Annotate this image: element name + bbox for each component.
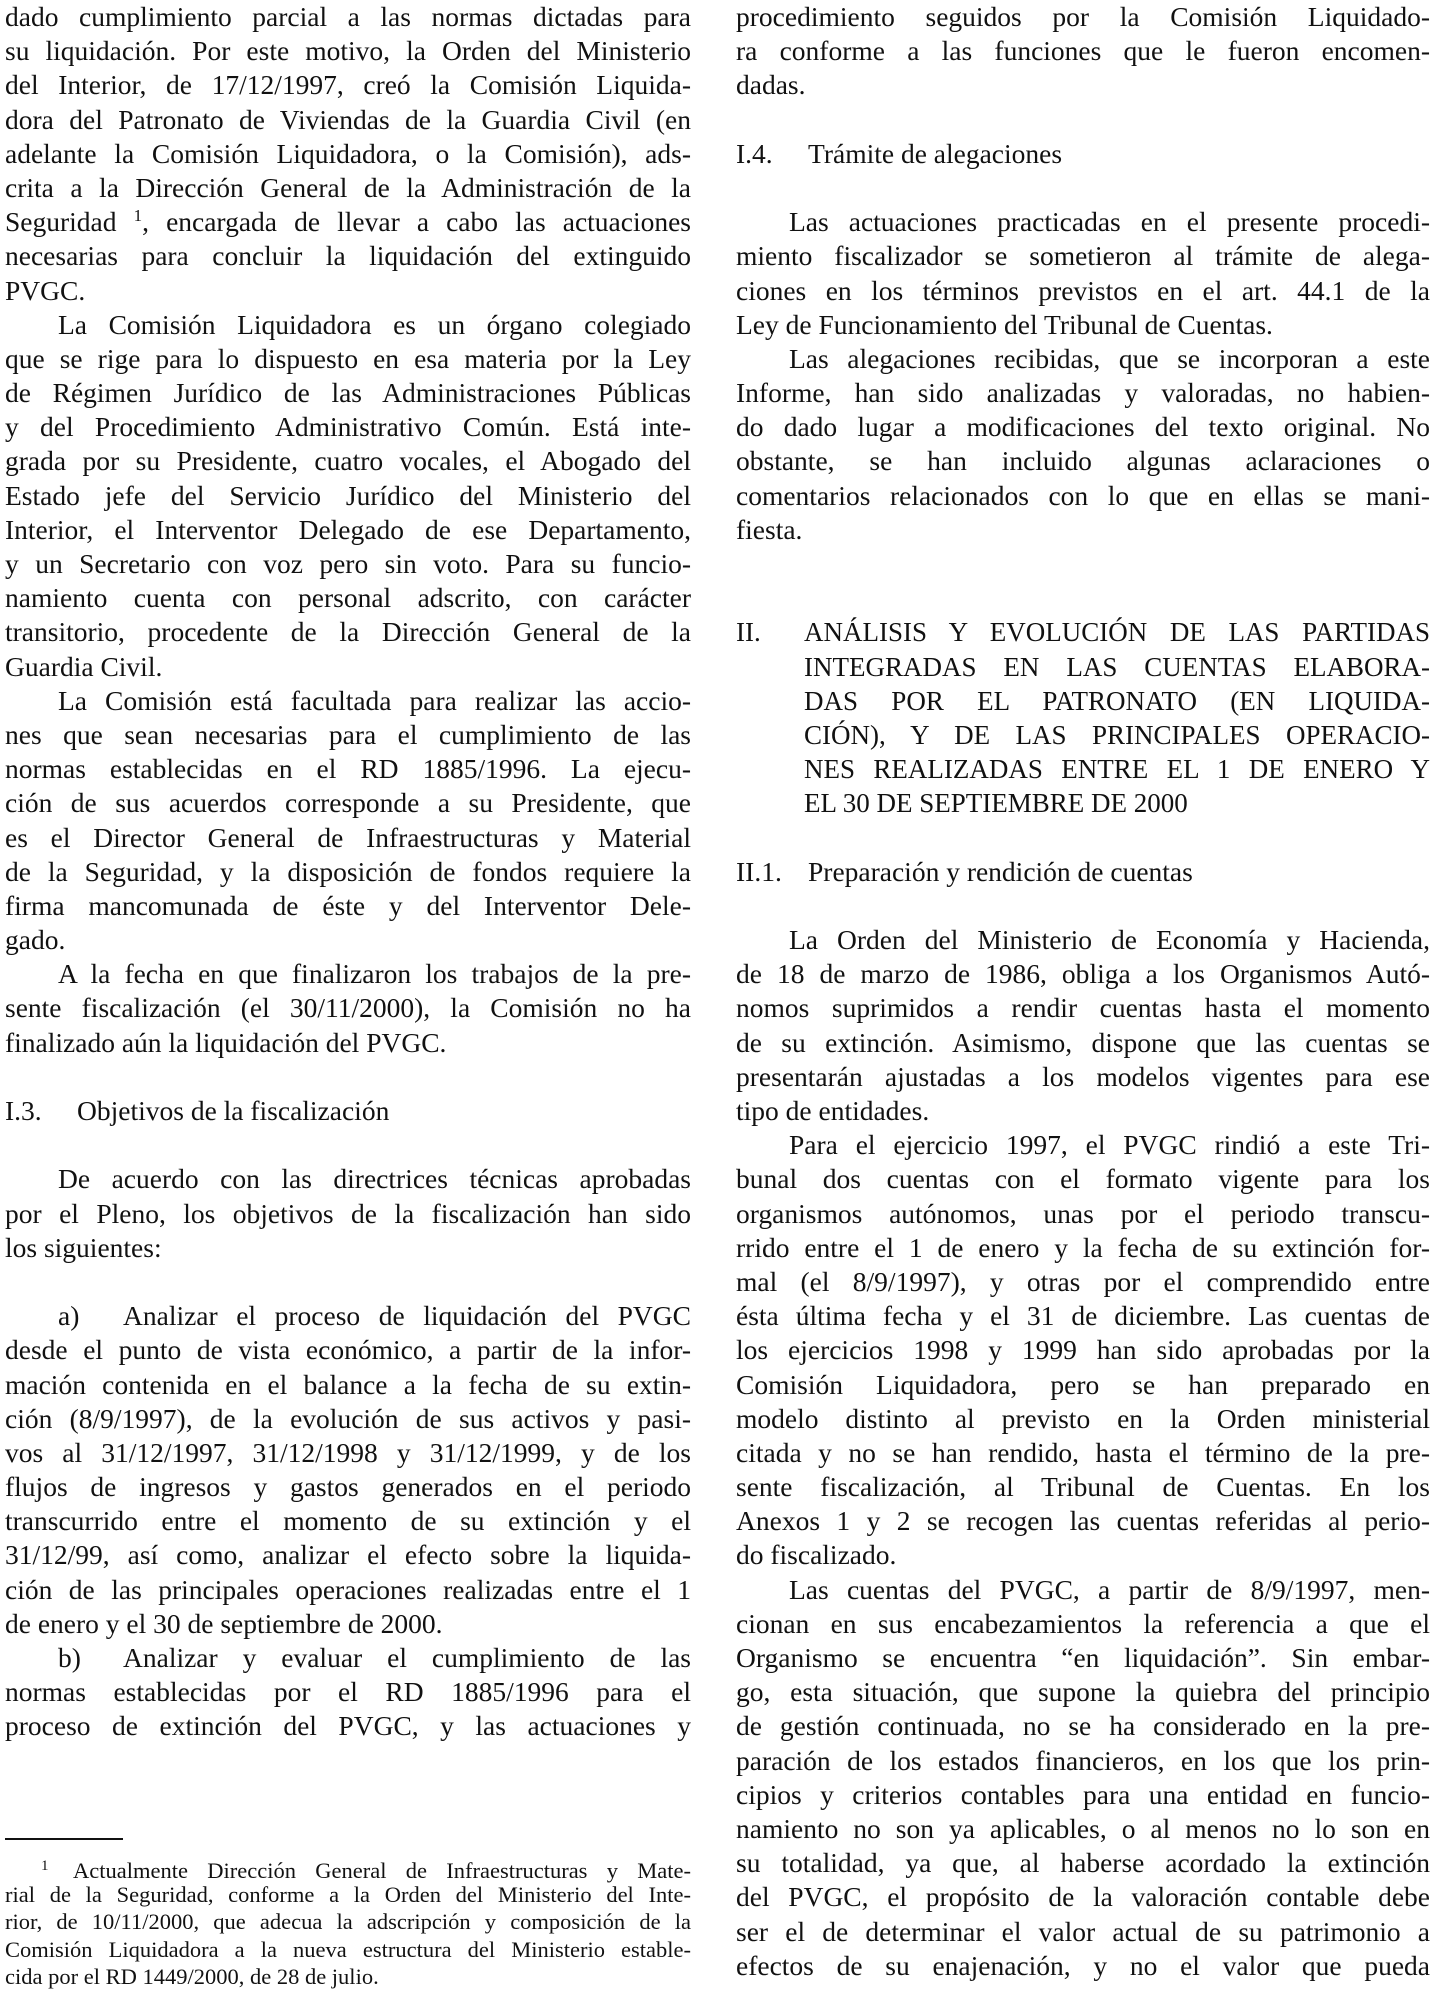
text-line: dadas.: [736, 69, 806, 101]
text-line: de Régimen Jurídico de las Administraciones Públicas: [5, 377, 691, 409]
section-number: I.3.: [5, 1095, 42, 1126]
text-line: grada por su Presidente, cuatro vocales, el Abogado del: [5, 445, 691, 477]
heading-line: DAS POR EL PATRONATO (EN LIQUIDA-: [804, 685, 1430, 716]
text-line: [5, 1299, 691, 1333]
section-heading-ii1: [736, 855, 1430, 889]
text-line: desde el punto de vista económico, a partir de la infor-: [5, 1334, 691, 1366]
footnote: [5, 1853, 691, 1991]
text-line: ra conforme a las funciones que le fueron encomen-: [736, 35, 1430, 67]
heading-line: INTEGRADAS EN LAS CUENTAS ELABORA-: [804, 651, 1430, 682]
text-line: Guardia Civil.: [5, 650, 163, 682]
spacer: [736, 821, 1430, 855]
text-line: comentarios relacionados con lo que en ellas se mani-: [736, 479, 1430, 511]
paragraph: [736, 205, 1430, 342]
text-line: normas establecidas por el RD 1885/1996 para el: [5, 1676, 691, 1708]
footnote-ref[interactable]: 1: [133, 206, 143, 226]
text-line-with-footnote-ref: [5, 205, 691, 239]
section-title: Trámite de alegaciones: [808, 137, 1063, 169]
section-heading-ii: [736, 615, 1430, 820]
section-title: Objetivos de la fiscalización: [77, 1095, 390, 1126]
paragraph: [736, 1128, 1430, 1572]
list-item-a: [5, 1299, 691, 1641]
text-line: La Comisión está facultada para realizar las accio-: [58, 684, 691, 716]
heading-line: ANÁLISIS Y EVOLUCIÓN DE LAS PARTIDAS: [804, 617, 1430, 648]
text-line: normas establecidas en el RD 1885/1996. La ejecu-: [5, 753, 691, 785]
text-line: Estado jefe del Servicio Jurídico del Ministerio del: [5, 479, 691, 511]
text-line: su liquidación. Por este motivo, la Orden del Ministerio: [5, 35, 691, 67]
text-line: paración de los estados financieros, en los que los prin-: [736, 1744, 1430, 1776]
text-line: Anexos 1 y 2 se recogen las cuentas referidas al perio-: [736, 1505, 1430, 1537]
section-heading-i4: [736, 137, 1430, 171]
text-line: ción de las principales operaciones realizadas entre el 1: [5, 1573, 691, 1605]
text-line: crita a la Dirección General de la Administración de la: [5, 171, 691, 203]
footnote-number: 1: [41, 1858, 49, 1874]
text-line: miento fiscalizador se sometieron al trámite de alega-: [736, 240, 1430, 272]
text-fragment: Actualmente Dirección General de Infraestructuras y Mate-: [73, 1858, 691, 1883]
text-line: sente fiscalización (el 30/11/2000), la Comisión no ha: [5, 992, 691, 1024]
text-line: nomos suprimidos a rendir cuentas hasta el momento: [736, 992, 1430, 1024]
text-line: La Orden del Ministerio de Economía y Hacienda,: [789, 924, 1430, 956]
text-line: efectos de su enajenación, y no el valor que pueda: [736, 1949, 1430, 1981]
text-line: Informe, han sido analizadas y valoradas, no habien-: [736, 377, 1430, 409]
text-line: ser el de determinar el valor actual de su patrimonio a: [736, 1915, 1430, 1947]
text-line: La Comisión Liquidadora es un órgano colegiado: [58, 308, 691, 340]
section-title: Preparación y rendición de cuentas: [808, 855, 1193, 887]
text-line: Las actuaciones practicadas en el presente procedi-: [789, 206, 1430, 238]
paragraph: [736, 0, 1430, 103]
text-line: los ejercicios 1998 y 1999 han sido aprobadas por la: [736, 1334, 1430, 1366]
text-line: Organismo se encuentra “en liquidación”. Sin embar-: [736, 1642, 1430, 1673]
text-line: finalizado aún la liquidación del PVGC.: [5, 1026, 447, 1058]
text-line: organismos autónomos, unas por el periodo transcu-: [736, 1197, 1430, 1229]
text-line: ción de sus acuerdos corresponde a su Presidente, que: [5, 787, 691, 819]
text-line: ciones en los términos previstos en el art. 44.1 de la: [736, 274, 1430, 306]
spacer: [736, 547, 1430, 581]
text-line: Para el ejercicio 1997, el PVGC rindió a este Tri-: [789, 1129, 1430, 1161]
text-line: y del Procedimiento Administrativo Común. Está inte-: [5, 411, 691, 443]
section-number: I.4.: [736, 137, 773, 169]
text-line: adelante la Comisión Liquidadora, o la Comisión), ads-: [5, 137, 691, 169]
text-line: transitorio, procedente de la Dirección General de la: [5, 616, 691, 648]
spacer: [736, 103, 1430, 137]
text-line: rial de la Seguridad, conforme a la Orden del Ministerio del Inte-: [5, 1881, 691, 1907]
paragraph: [5, 957, 691, 1060]
paragraph: [5, 0, 691, 308]
text-line: mación contenida en el balance a la fecha de su extin-: [5, 1368, 691, 1400]
text-line: mal (el 8/9/1997), y otras por el comprendido entre: [736, 1265, 1430, 1297]
paragraph: [736, 1573, 1430, 1983]
text-line: do dado lugar a modificaciones del texto original. No: [736, 411, 1430, 443]
text-line: los siguientes:: [5, 1231, 162, 1263]
text-line: go, esta situación, que supone la quiebra del principio: [736, 1676, 1430, 1708]
list-item-b: [5, 1641, 691, 1744]
text-line: presentarán ajustadas a los modelos vigentes para ese: [736, 1060, 1430, 1092]
text-line: vos al 31/12/1997, 31/12/1998 y 31/12/1999, y de los: [5, 1436, 691, 1468]
text-line: procedimiento seguidos por la Comisión Liquidado-: [736, 1, 1430, 32]
text-fragment: , encargada de llevar a cabo las actuaciones: [142, 206, 691, 238]
section-heading-i3: [5, 1094, 691, 1128]
text-line: Las cuentas del PVGC, a partir de 8/9/1997, men-: [789, 1573, 1430, 1605]
text-line: PVGC.: [5, 274, 86, 306]
text-line: necesarias para concluir la liquidación del extinguido: [5, 240, 691, 272]
text-line: Las alegaciones recibidas, que se incorporan a este: [789, 342, 1430, 374]
spacer: [5, 1128, 691, 1162]
paragraph: [5, 1162, 691, 1265]
text-line: de enero y el 30 de septiembre de 2000.: [5, 1607, 443, 1639]
text-line: dado cumplimiento parcial a las normas dictadas para: [5, 1, 691, 32]
text-line: namiento no son ya aplicables, o al menos no lo son en: [736, 1812, 1430, 1844]
spacer: [5, 1060, 691, 1094]
paragraph: [5, 684, 691, 958]
text-line: del PVGC, el propósito de la valoración contable debe: [736, 1881, 1430, 1913]
text-line: que se rige para lo dispuesto en esa materia por la Ley: [5, 342, 691, 374]
left-column: [5, 0, 691, 1744]
text-line: Interior, el Interventor Delegado de ese Departamento,: [5, 513, 691, 545]
text-line: de gestión continuada, no se ha considerado en la pre-: [736, 1710, 1430, 1742]
text-line: del Interior, de 17/12/1997, creó la Comisión Liquida-: [5, 69, 691, 101]
text-line: y un Secretario con voz pero sin voto. Para su funcio-: [5, 548, 691, 579]
list-label: b): [58, 1642, 81, 1673]
text-fragment: Seguridad: [5, 206, 117, 238]
text-line: su totalidad, ya que, al haberse acordado la extinción: [736, 1847, 1430, 1879]
text-line: es el Director General de Infraestructuras y Material: [5, 821, 691, 853]
text-line: fiesta.: [736, 513, 803, 545]
text-line: de su extinción. Asimismo, dispone que las cuentas se: [736, 1026, 1430, 1058]
text-line: obstante, se han incluido algunas aclaraciones o: [736, 445, 1430, 477]
text-line: De acuerdo con las directrices técnicas aprobadas: [58, 1163, 691, 1195]
text-line: rrido entre el 1 de enero y la fecha de su extinción for-: [736, 1231, 1430, 1263]
text-line: sente fiscalización, al Tribunal de Cuentas. En los: [736, 1471, 1430, 1503]
text-line: tipo de entidades.: [736, 1095, 930, 1126]
text-line: flujos de ingresos y gastos generados en el periodo: [5, 1471, 691, 1503]
heading-line: NES REALIZADAS ENTRE EL 1 DE ENERO Y: [804, 754, 1430, 785]
text-line: transcurrido entre el momento de su extinción y el: [5, 1505, 691, 1537]
text-line: gado.: [5, 924, 66, 956]
paragraph: [736, 923, 1430, 1128]
text-fragment: Analizar y evaluar el cumplimiento de las: [123, 1642, 691, 1673]
footnote-divider: [5, 1838, 123, 1840]
text-line: cipios y criterios contables para una entidad en funcio-: [736, 1778, 1430, 1810]
text-line: namiento cuenta con personal adscrito, con carácter: [5, 582, 691, 614]
list-label: a): [58, 1300, 80, 1332]
text-line: de la Seguridad, y la disposición de fondos requiere la: [5, 855, 691, 887]
text-line: ésta última fecha y el 31 de diciembre. Las cuentas de: [736, 1300, 1430, 1332]
spacer: [736, 581, 1430, 615]
text-line: modelo distinto al previsto en la Orden ministerial: [736, 1402, 1430, 1434]
heading-line: EL 30 DE SEPTIEMBRE DE 2000: [804, 788, 1188, 819]
text-line: rior, de 10/11/2000, que adecua la adscripción y composición de la: [5, 1909, 691, 1935]
text-line: citada y no se han rendido, hasta el término de la pre-: [736, 1436, 1430, 1468]
text-line: Comisión Liquidadora, pero se han preparado en: [736, 1368, 1430, 1400]
heading-line: CIÓN), Y DE LAS PRINCIPALES OPERACIO-: [804, 719, 1430, 750]
section-number: II.1.: [736, 855, 782, 887]
text-line: Comisión Liquidadora a la nueva estructura del Ministerio estable-: [5, 1936, 691, 1962]
text-line: de 18 de marzo de 1986, obliga a los Organismos Autó-: [736, 958, 1430, 990]
text-line: cionan en sus encabezamientos la referencia a que el: [736, 1607, 1430, 1639]
spacer: [736, 171, 1430, 205]
text-line: Ley de Funcionamiento del Tribunal de Cuentas.: [736, 308, 1273, 340]
text-line: 31/12/99, así como, analizar el efecto sobre la liquida-: [5, 1539, 691, 1571]
text-line: ción (8/9/1997), de la evolución de sus activos y pasi-: [5, 1402, 691, 1434]
text-line: do fiscalizado.: [736, 1539, 897, 1571]
text-line: [5, 1853, 691, 1881]
section-number: II.: [736, 617, 761, 648]
text-line: firma mancomunada de éste y del Interventor Dele-: [5, 889, 691, 921]
text-line: dora del Patronato de Viviendas de la Guardia Civil (en: [5, 103, 691, 135]
spacer: [736, 889, 1430, 923]
text-line: A la fecha en que finalizaron los trabajos de la pre-: [58, 958, 691, 990]
text-line: bunal dos cuentas con el formato vigente para los: [736, 1163, 1430, 1195]
spacer: [5, 1265, 691, 1299]
text-fragment: Analizar el proceso de liquidación del PVGC: [123, 1300, 691, 1332]
right-column: [736, 0, 1430, 1983]
text-line: proceso de extinción del PVGC, y las actuaciones y: [5, 1710, 691, 1742]
paragraph: [736, 342, 1430, 547]
text-line: nes que sean necesarias para el cumplimiento de las: [5, 718, 691, 750]
text-line: por el Pleno, los objetivos de la fiscalización han sido: [5, 1197, 691, 1229]
paragraph: [5, 308, 691, 684]
text-line: cida por el RD 1449/2000, de 28 de julio.: [5, 1964, 379, 1990]
text-line: [5, 1641, 691, 1675]
